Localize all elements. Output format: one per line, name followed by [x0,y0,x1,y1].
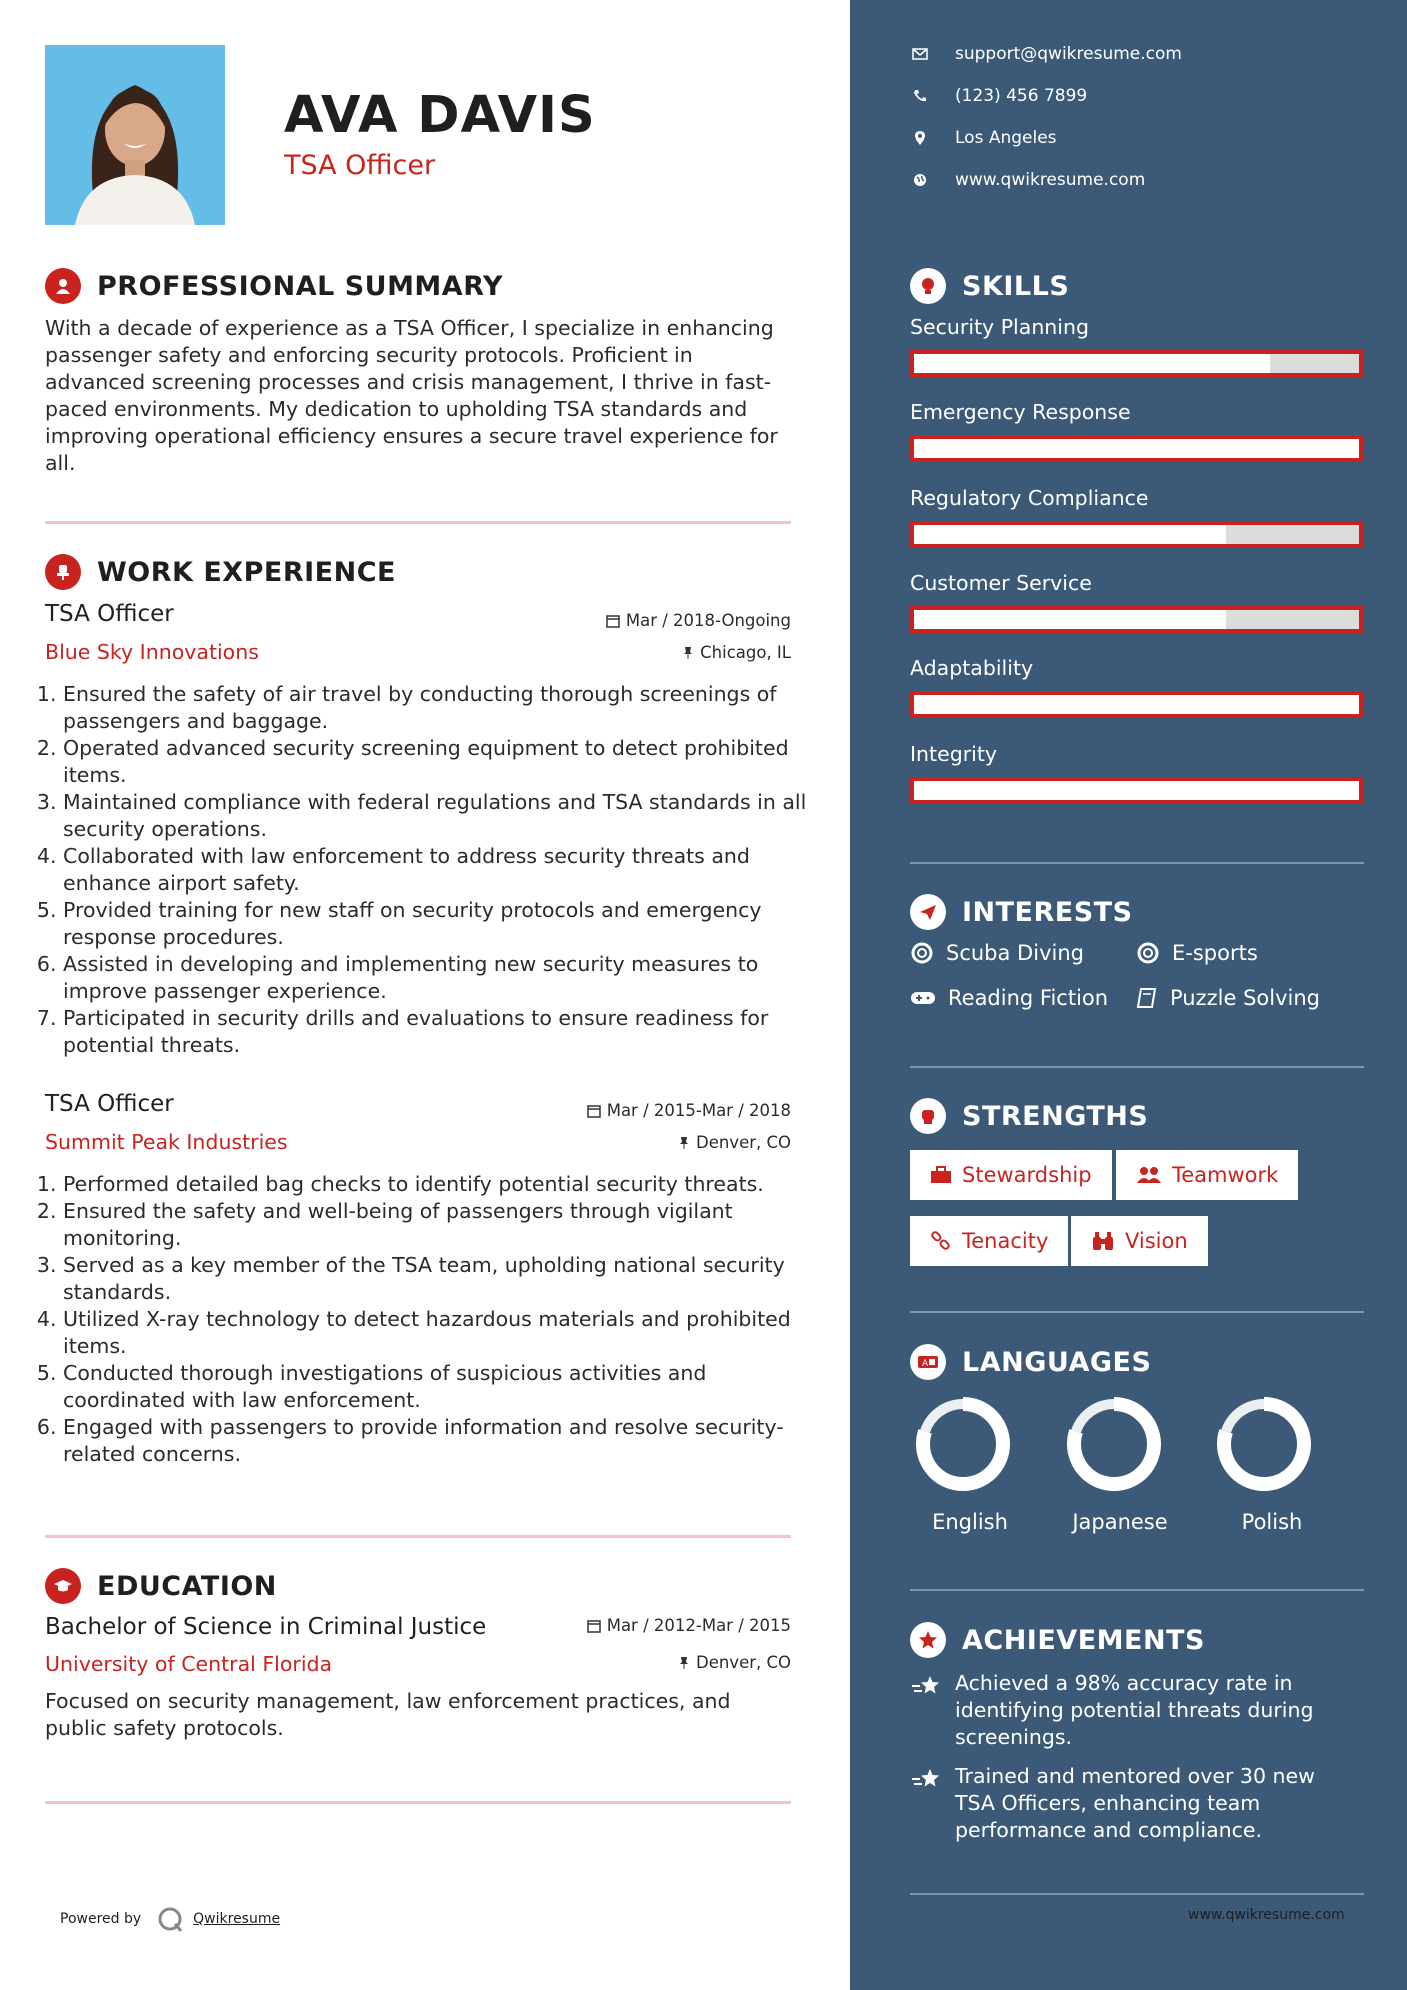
interest-item [910,986,1108,1010]
job-dates-text: Mar / 2015-Mar / 2018 [606,1101,791,1120]
interests-heading [910,894,1133,930]
list-item: 7. Participated in security drills and evaluations to ensure readiness for potential threats. [63,1005,813,1059]
education-location [678,1653,791,1672]
job-dates [587,1101,791,1120]
skill-fill [914,781,1359,800]
list-item: 5. Conducted thorough investigations of suspicious activities and coordinated with law enforcement. [63,1360,813,1414]
graduation-cap-icon [45,1568,81,1604]
job-location-text: Chicago, IL [700,643,791,662]
pin-icon [682,646,694,660]
globe-icon [910,173,930,187]
degree: Bachelor of Science in Criminal Justice [45,1614,487,1640]
skill-label: Regulatory Compliance [910,486,1149,510]
languages-title: LANGUAGES [962,1346,1152,1378]
skill-fill [914,610,1226,629]
school: University of Central Florida [45,1652,333,1676]
shooting-star-icon [910,1767,942,1793]
education-heading [45,1568,277,1604]
interests-title: INTERESTS [962,896,1133,928]
users-icon [1136,1166,1162,1184]
powered-by [60,1904,280,1934]
calendar-icon [606,614,620,628]
divider [45,1801,791,1804]
achievements-title: ACHIEVEMENTS [962,1624,1205,1656]
pin-icon [678,1136,690,1150]
strength-chip [1116,1150,1298,1200]
book-icon [1136,987,1158,1009]
skill-label: Adaptability [910,656,1034,680]
profile-photo [45,45,225,225]
language-ring [915,1396,1011,1492]
candidate-title: TSA Officer [284,150,436,181]
list-item: 1. Ensured the safety of air travel by conducting thorough screenings of passengers and baggage. [63,681,813,735]
contact-website[interactable] [910,170,1145,190]
strength-label: Teamwork [1172,1163,1279,1187]
experience-heading [45,554,396,590]
language-label: Japanese [1072,1510,1168,1534]
list-item: 5. Provided training for new staff on security protocols and emergency response procedures. [63,897,813,951]
strengths-title: STRENGTHS [962,1100,1149,1132]
job-dates-text: Mar / 2018-Ongoing [625,611,791,630]
skill-fill [914,695,1359,714]
language-ring [1216,1396,1312,1492]
education-title: EDUCATION [97,1570,277,1602]
divider [910,862,1364,864]
job-location [678,1133,791,1152]
achievement-item: Achieved a 98% accuracy rate in identifying potential threats during screenings. [955,1671,1314,1749]
interest-label: E-sports [1172,941,1258,965]
footer-url[interactable]: www.qwikresume.com [1188,1907,1345,1923]
email-text: support@qwikresume.com [955,44,1182,64]
job-title: TSA Officer [45,1091,174,1117]
achievements-heading [910,1622,1205,1658]
location-text: Los Angeles [955,128,1057,148]
link-icon [930,1230,952,1252]
translate-icon [910,1344,946,1380]
divider [910,1066,1364,1068]
summary-text: With a decade of experience as a TSA Officer, I specialize in enhancing passenger safety and enforcing security protocols. Proficient in advanced screening processes and crisis management, I thrive in fast-paced environments. My dedication to upholding TSA standards and improving operational efficiency ensures a secure travel experience for all. [45,316,778,475]
interest-label: Puzzle Solving [1170,986,1320,1010]
phone-text: (123) 456 7899 [955,86,1088,106]
skill-bar [910,606,1363,633]
fist-icon [910,1098,946,1134]
job-duties [45,1171,813,1468]
user-icon [45,268,81,304]
strength-label: Stewardship [962,1163,1092,1187]
job-company: Summit Peak Industries [45,1130,288,1154]
strength-label: Vision [1125,1229,1188,1253]
map-marker-icon [910,131,930,145]
interest-label: Reading Fiction [948,986,1109,1010]
education-description: Focused on security management, law enforcement practices, and public safety protocols. [45,1689,731,1740]
lightbulb-icon [910,268,946,304]
skill-label: Customer Service [910,571,1092,595]
skills-heading [910,268,1069,304]
star-badge-icon [910,1622,946,1658]
language-label: Polish [1241,1510,1303,1534]
interest-label: Scuba Diving [946,941,1084,965]
achievement-item: Trained and mentored over 30 new TSA Officers, enhancing team performance and compliance. [955,1764,1315,1842]
list-item: 3. Served as a key member of the TSA team, upholding national security standards. [63,1252,813,1306]
qwikresume-link[interactable]: Qwikresume [193,1911,281,1927]
strength-chip [910,1150,1112,1200]
life-ring-icon [910,941,934,965]
summary-title: PROFESSIONAL SUMMARY [97,270,504,302]
contact-email[interactable] [910,44,1182,64]
paper-plane-icon [910,894,946,930]
contact-phone[interactable] [910,86,1087,106]
envelope-icon [910,48,930,60]
list-item: 2. Operated advanced security screening equipment to detect prohibited items. [63,735,813,789]
skill-fill [914,439,1359,458]
contact-location [910,128,1057,148]
gamepad-icon [910,989,936,1007]
interest-item [1136,986,1320,1010]
divider [910,1589,1364,1591]
skill-bar [910,777,1363,804]
skills-title: SKILLS [962,270,1070,302]
summary-heading [45,268,503,304]
skill-fill [914,354,1270,373]
skill-bar [910,521,1363,548]
svg-text:A: A [922,1359,929,1369]
pin-icon [678,1656,690,1670]
language-label: English [932,1510,1008,1534]
skill-bar [910,350,1363,377]
list-item: 6. Engaged with passengers to provide information and resolve security-related concerns. [63,1414,813,1468]
binoculars-icon [1091,1231,1115,1251]
divider [910,1893,1364,1895]
job-duties [45,681,813,1059]
powered-by-label: Powered by [60,1911,142,1927]
list-item: 6. Assisted in developing and implementing new security measures to improve passenger experience. [63,951,813,1005]
list-item: 1. Performed detailed bag checks to identify potential security threats. [63,1171,813,1198]
languages-heading [910,1344,1151,1380]
divider [910,1311,1364,1313]
qwikresume-logo-icon [155,1904,185,1934]
strength-label: Tenacity [962,1229,1049,1253]
list-item: 4. Utilized X-ray technology to detect hazardous materials and prohibited items. [63,1306,813,1360]
shooting-star-icon [910,1674,942,1700]
job-location-text: Denver, CO [695,1133,791,1152]
skill-label: Integrity [910,742,997,766]
list-item: 3. Maintained compliance with federal regulations and TSA standards in all security operations. [63,789,813,843]
list-item: 2. Ensured the safety and well-being of passengers through vigilant monitoring. [63,1198,813,1252]
list-item: 4. Collaborated with law enforcement to address security threats and enhance airport safety. [63,843,813,897]
calendar-icon [587,1104,601,1118]
skill-bar [910,691,1363,718]
interest-item [1136,941,1258,965]
experience-title: WORK EXPERIENCE [97,556,396,588]
strengths-heading [910,1098,1148,1134]
education-location-text: Denver, CO [695,1653,791,1672]
divider [45,1535,791,1538]
divider [45,521,791,524]
skill-label: Security Planning [910,315,1090,339]
language-ring [1066,1396,1162,1492]
skill-fill [914,525,1226,544]
briefcase-icon [930,1166,952,1184]
job-location [682,643,791,662]
website-text: www.qwikresume.com [955,170,1146,190]
education-dates-text: Mar / 2012-Mar / 2015 [606,1616,791,1635]
job-company: Blue Sky Innovations [45,640,259,664]
candidate-name: AVA DAVIS [284,86,596,145]
education-dates [587,1616,791,1635]
chair-icon [45,554,81,590]
calendar-icon [587,1619,601,1633]
job-title: TSA Officer [45,601,174,627]
life-ring-icon [1136,941,1160,965]
skill-label: Emergency Response [910,400,1131,424]
interest-item [910,941,1084,965]
strength-chip [1071,1216,1208,1266]
skill-bar [910,435,1363,462]
strength-chip [910,1216,1068,1266]
job-dates [606,611,791,630]
phone-icon [910,89,930,103]
